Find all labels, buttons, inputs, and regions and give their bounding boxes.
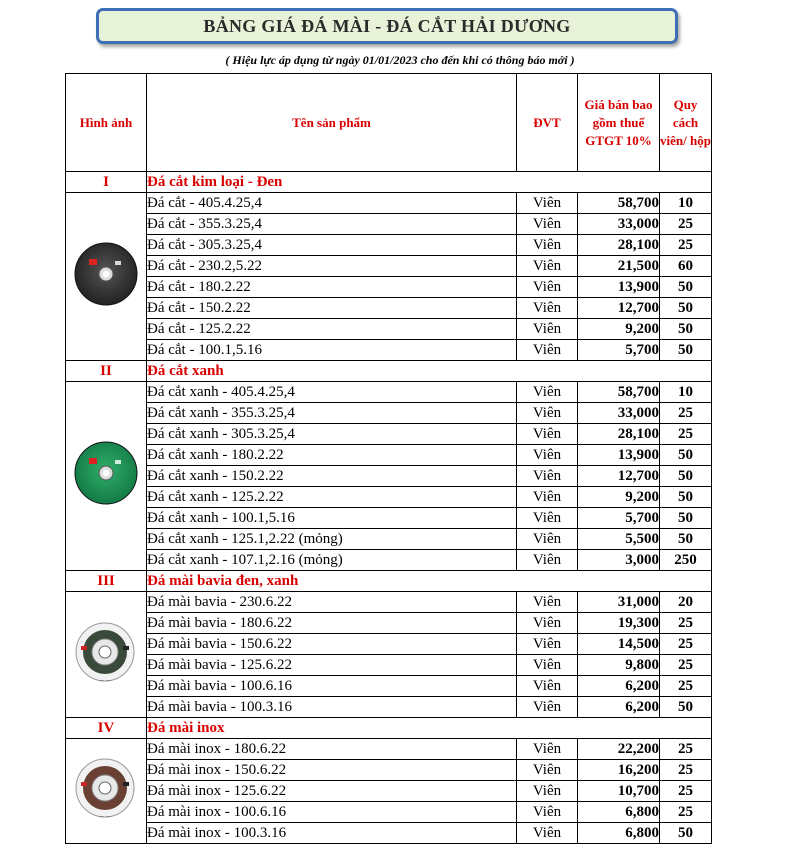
section-number: IV [66, 718, 147, 739]
product-image-cell [66, 739, 147, 844]
table-row [66, 655, 712, 676]
product-unit: Viên [517, 697, 578, 718]
product-unit: Viên [517, 235, 578, 256]
table-row [66, 760, 712, 781]
section-number: III [66, 571, 147, 592]
product-pack-qty: 25 [660, 676, 712, 697]
table-row [66, 781, 712, 802]
product-pack-qty: 50 [660, 697, 712, 718]
table-row [66, 739, 712, 760]
table-row [66, 550, 712, 571]
product-price: 9,800 [578, 655, 660, 676]
product-pack-qty: 50 [660, 529, 712, 550]
product-pack-qty: 25 [660, 655, 712, 676]
product-price: 5,700 [578, 340, 660, 361]
product-pack-qty: 25 [660, 613, 712, 634]
product-unit: Viên [517, 445, 578, 466]
product-pack-qty: 50 [660, 466, 712, 487]
product-pack-qty: 25 [660, 634, 712, 655]
product-price: 14,500 [578, 634, 660, 655]
product-pack-qty: 25 [660, 739, 712, 760]
table-row [66, 487, 712, 508]
product-price: 5,500 [578, 529, 660, 550]
svg-text:— —: — — [99, 814, 111, 820]
product-price: 13,900 [578, 277, 660, 298]
product-name: Đá cắt xanh - 125.2.22 [147, 487, 517, 508]
product-price: 16,200 [578, 760, 660, 781]
product-unit: Viên [517, 193, 578, 214]
table-row [66, 466, 712, 487]
table-row [66, 235, 712, 256]
product-unit: Viên [517, 823, 578, 844]
product-unit: Viên [517, 382, 578, 403]
header-image: Hình ảnh [66, 74, 147, 172]
product-price: 31,000 [578, 592, 660, 613]
product-name: Đá mài inox - 100.6.16 [147, 802, 517, 823]
product-name: Đá cắt xanh - 125.1,2.22 (mỏng) [147, 529, 517, 550]
product-price: 33,000 [578, 403, 660, 424]
product-name: Đá cắt xanh - 100.1,5.16 [147, 508, 517, 529]
product-name: Đá cắt xanh - 405.4.25,4 [147, 382, 517, 403]
table-row [66, 424, 712, 445]
table-row [66, 823, 712, 844]
product-name: Đá cắt - 230.2,5.22 [147, 256, 517, 277]
table-header-row [66, 74, 712, 172]
product-pack-qty: 50 [660, 487, 712, 508]
table-row [66, 298, 712, 319]
product-unit: Viên [517, 550, 578, 571]
product-unit: Viên [517, 340, 578, 361]
product-unit: Viên [517, 466, 578, 487]
product-name: Đá mài inox - 125.6.22 [147, 781, 517, 802]
product-unit: Viên [517, 592, 578, 613]
product-unit: Viên [517, 508, 578, 529]
table-row [66, 256, 712, 277]
product-pack-qty: 25 [660, 802, 712, 823]
product-pack-qty: 250 [660, 550, 712, 571]
table-row [66, 382, 712, 403]
product-pack-qty: 50 [660, 508, 712, 529]
section-title: Đá mài bavia đen, xanh [147, 571, 712, 592]
product-name: Đá cắt xanh - 305.3.25,4 [147, 424, 517, 445]
product-name: Đá mài bavia - 230.6.22 [147, 592, 517, 613]
section-title: Đá mài inox [147, 718, 712, 739]
table-row [66, 697, 712, 718]
product-pack-qty: 20 [660, 592, 712, 613]
product-unit: Viên [517, 781, 578, 802]
section-title: Đá cắt xanh [147, 361, 712, 382]
price-table [65, 73, 712, 844]
inox-grinding-disc-icon [75, 810, 137, 826]
product-unit: Viên [517, 403, 578, 424]
table-row [66, 445, 712, 466]
table-row [66, 214, 712, 235]
product-name: Đá mài bavia - 125.6.22 [147, 655, 517, 676]
product-name: Đá cắt xanh - 107.1,2.16 (mỏng) [147, 550, 517, 571]
product-pack-qty: 50 [660, 823, 712, 844]
table-row [66, 592, 712, 613]
product-name: Đá cắt xanh - 180.2.22 [147, 445, 517, 466]
product-name: Đá mài bavia - 180.6.22 [147, 613, 517, 634]
product-unit: Viên [517, 319, 578, 340]
product-price: 6,800 [578, 823, 660, 844]
product-price: 22,200 [578, 739, 660, 760]
grinding-disc-icon [75, 674, 137, 690]
product-unit: Viên [517, 298, 578, 319]
product-pack-qty: 25 [660, 424, 712, 445]
table-row [66, 802, 712, 823]
product-price: 13,900 [578, 445, 660, 466]
product-price: 6,200 [578, 676, 660, 697]
product-price: 3,000 [578, 550, 660, 571]
table-row [66, 529, 712, 550]
product-price: 21,500 [578, 256, 660, 277]
product-pack-qty: 10 [660, 382, 712, 403]
product-pack-qty: 25 [660, 235, 712, 256]
product-name: Đá cắt - 100.1,5.16 [147, 340, 517, 361]
product-name: Đá cắt - 150.2.22 [147, 298, 517, 319]
header-price: Giá bán bao gồm thuế GTGT 10% [578, 74, 660, 172]
product-name: Đá cắt - 405.4.25,4 [147, 193, 517, 214]
product-pack-qty: 25 [660, 760, 712, 781]
product-price: 28,100 [578, 235, 660, 256]
product-name: Đá cắt xanh - 150.2.22 [147, 466, 517, 487]
product-pack-qty: 25 [660, 403, 712, 424]
table-row [66, 319, 712, 340]
section-header-row [66, 571, 712, 592]
product-price: 58,700 [578, 382, 660, 403]
product-price: 9,200 [578, 487, 660, 508]
table-row [66, 676, 712, 697]
product-price: 19,300 [578, 613, 660, 634]
product-pack-qty: 50 [660, 319, 712, 340]
table-row [66, 508, 712, 529]
table-row [66, 613, 712, 634]
product-unit: Viên [517, 739, 578, 760]
product-pack-qty: 25 [660, 781, 712, 802]
header-product: Tên sản phẩm [147, 74, 517, 172]
product-name: Đá mài bavia - 150.6.22 [147, 634, 517, 655]
product-price: 12,700 [578, 298, 660, 319]
product-name: Đá mài bavia - 100.3.16 [147, 697, 517, 718]
header-unit: ĐVT [517, 74, 578, 172]
product-image-cell [66, 382, 147, 571]
table-row [66, 277, 712, 298]
product-name: Đá cắt - 125.2.22 [147, 319, 517, 340]
section-header-row [66, 172, 712, 193]
section-number: II [66, 361, 147, 382]
product-unit: Viên [517, 676, 578, 697]
product-price: 58,700 [578, 193, 660, 214]
product-unit: Viên [517, 214, 578, 235]
product-price: 9,200 [578, 319, 660, 340]
black-cutting-disc-icon [73, 295, 139, 311]
product-unit: Viên [517, 529, 578, 550]
table-row [66, 340, 712, 361]
product-name: Đá mài inox - 180.6.22 [147, 739, 517, 760]
product-unit: Viên [517, 487, 578, 508]
section-title: Đá cắt kim loại - Đen [147, 172, 712, 193]
product-price: 6,800 [578, 802, 660, 823]
product-unit: Viên [517, 613, 578, 634]
product-name: Đá cắt xanh - 355.3.25,4 [147, 403, 517, 424]
section-header-row [66, 718, 712, 739]
page-title: BẢNG GIÁ ĐÁ MÀI - ĐÁ CẮT HẢI DƯƠNG [96, 8, 678, 44]
product-price: 28,100 [578, 424, 660, 445]
product-unit: Viên [517, 655, 578, 676]
product-pack-qty: 50 [660, 277, 712, 298]
table-row [66, 403, 712, 424]
product-unit: Viên [517, 424, 578, 445]
product-unit: Viên [517, 634, 578, 655]
table-row [66, 193, 712, 214]
product-unit: Viên [517, 277, 578, 298]
product-unit: Viên [517, 256, 578, 277]
validity-subtitle: ( Hiệu lực áp dụng từ ngày 01/01/2023 cho đến khi có thông báo mới ) [225, 53, 575, 67]
svg-text:— —: — — [99, 677, 111, 684]
product-pack-qty: 60 [660, 256, 712, 277]
section-number: I [66, 172, 147, 193]
product-price: 5,700 [578, 508, 660, 529]
section-header-row [66, 361, 712, 382]
green-cutting-disc-icon [73, 494, 139, 510]
product-name: Đá mài inox - 150.6.22 [147, 760, 517, 781]
product-name: Đá cắt - 180.2.22 [147, 277, 517, 298]
table-row [66, 634, 712, 655]
product-pack-qty: 50 [660, 445, 712, 466]
product-name: Đá mài inox - 100.3.16 [147, 823, 517, 844]
product-name: Đá cắt - 355.3.25,4 [147, 214, 517, 235]
product-name: Đá cắt - 305.3.25,4 [147, 235, 517, 256]
product-pack-qty: 10 [660, 193, 712, 214]
product-unit: Viên [517, 802, 578, 823]
product-image-cell [66, 592, 147, 718]
product-price: 12,700 [578, 466, 660, 487]
header-pack: Quy cách viên/ hộp [660, 74, 712, 172]
product-price: 10,700 [578, 781, 660, 802]
product-price: 6,200 [578, 697, 660, 718]
product-pack-qty: 25 [660, 214, 712, 235]
product-image-cell [66, 193, 147, 361]
product-price: 33,000 [578, 214, 660, 235]
product-name: Đá mài bavia - 100.6.16 [147, 676, 517, 697]
product-pack-qty: 50 [660, 340, 712, 361]
product-unit: Viên [517, 760, 578, 781]
product-pack-qty: 50 [660, 298, 712, 319]
